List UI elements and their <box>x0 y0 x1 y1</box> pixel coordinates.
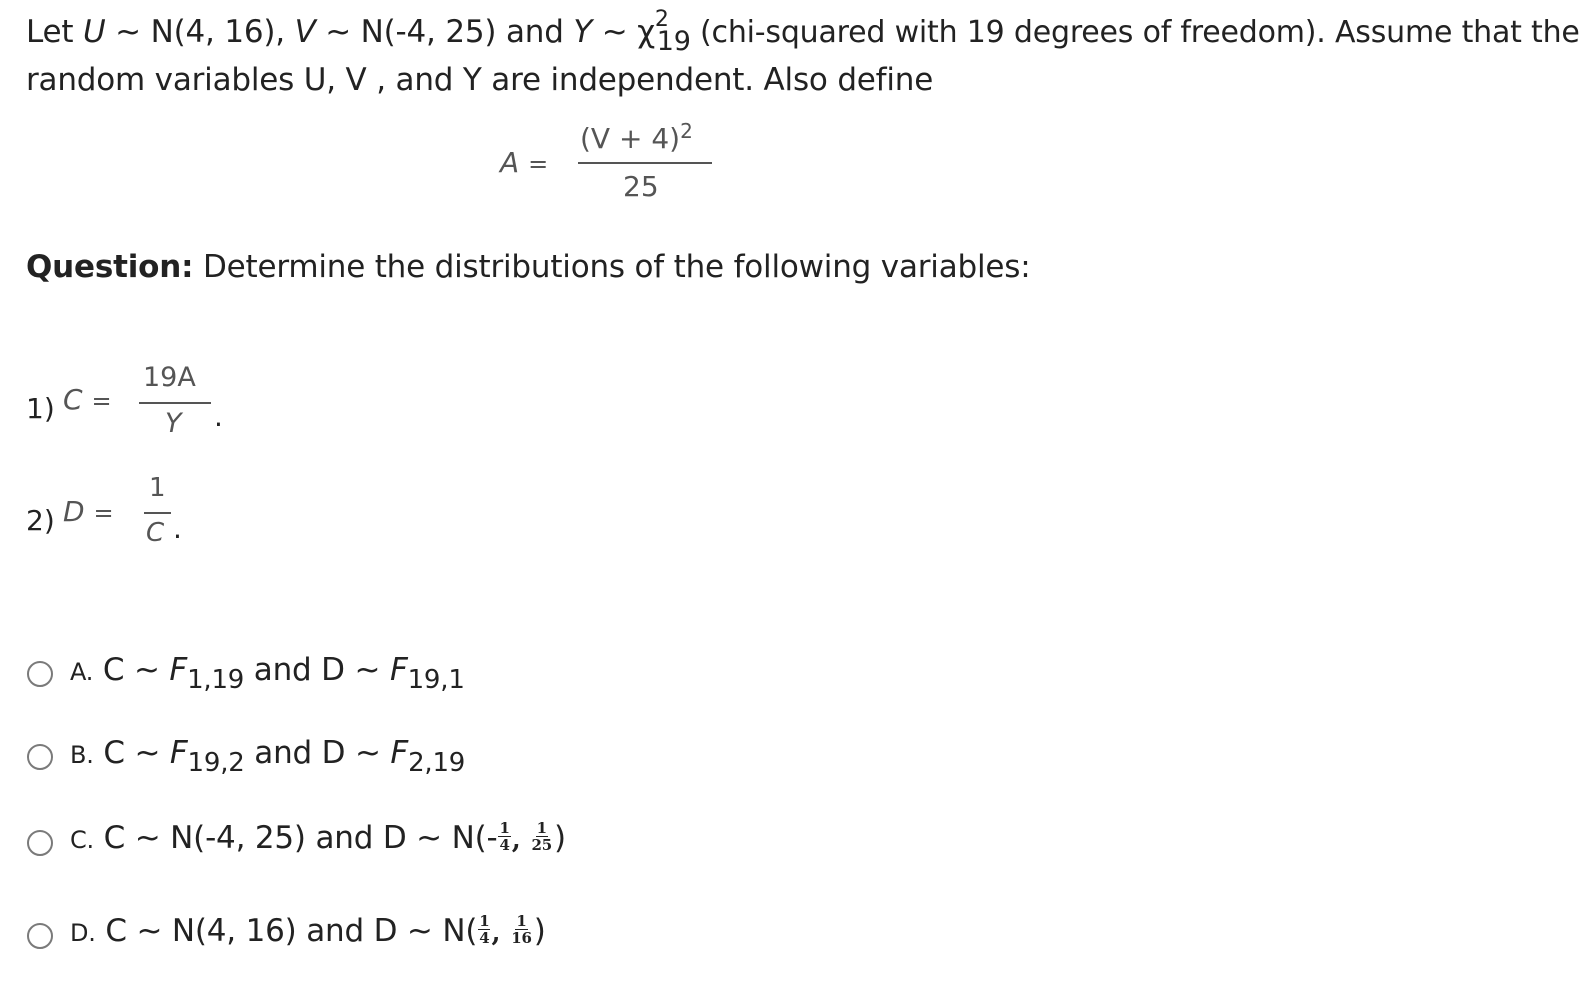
item-2-number <box>26 504 55 537</box>
option-b-c-dist: F <box>169 735 188 771</box>
option-a-c-part: C ~ <box>102 652 170 688</box>
option-b-radio[interactable] <box>27 744 53 770</box>
item-1-number <box>26 392 55 425</box>
item-2-period <box>173 512 182 545</box>
option-d-label[interactable] <box>70 913 546 949</box>
option-a-d-sub: 19,1 <box>407 665 465 695</box>
u-distribution: ~ N(4, 16), <box>105 14 295 50</box>
item-1-numerator <box>143 362 196 393</box>
item-2-end: . <box>173 512 182 545</box>
item-2-num: 2) <box>26 504 55 537</box>
option-a-c-dist: F <box>169 652 188 688</box>
definition-lhs <box>500 146 548 179</box>
option-c-label[interactable] <box>70 820 566 856</box>
question-line <box>26 249 1030 285</box>
chi-symbol: χ <box>637 14 655 50</box>
option-a-letter: A. <box>70 658 94 686</box>
option-d-fraction-1: $\frac{1}{4}$ <box>479 912 490 947</box>
var-v: V <box>294 14 316 50</box>
def-numerator-sup: 2 <box>680 119 693 143</box>
option-c-comma: , <box>511 825 530 855</box>
intro-line-2-text: random variables U, V , and Y are independent. Also define <box>26 62 934 98</box>
option-d-radio[interactable] <box>27 923 53 949</box>
option-c-text: C ~ N(-4, 25) and D ~ N(- <box>103 820 498 856</box>
option-c-close: ) <box>553 820 566 856</box>
definition-numerator <box>580 119 693 155</box>
def-denominator-text: 25 <box>623 170 659 203</box>
option-a-label[interactable] <box>70 652 465 695</box>
item-2-lhs <box>63 495 114 528</box>
item-1-denominator <box>165 408 182 439</box>
def-numerator-text: (V + 4) <box>580 122 681 155</box>
option-b-c-sub: 19,2 <box>187 748 245 778</box>
option-a-d-dist: F <box>389 652 408 688</box>
option-b-letter: B. <box>70 741 94 769</box>
item-1-num: 1) <box>26 392 55 425</box>
v-distribution: ~ N(-4, 25) and <box>315 14 574 50</box>
chi-description: (chi-squared with 19 degrees of freedom). Assume that the <box>690 15 1580 50</box>
option-a-c-sub: 1,19 <box>187 665 245 695</box>
option-b-and: and D ~ <box>244 735 391 771</box>
option-d-text: C ~ N(4, 16) and D ~ N( <box>105 913 478 949</box>
option-c-fraction-1: $\frac{1}{4}$ <box>499 819 510 854</box>
item-2-den-text: C <box>146 518 165 548</box>
option-c-radio[interactable] <box>27 830 53 856</box>
question-text: Determine the distributions of the following variables: <box>193 249 1031 285</box>
definition-fraction-bar <box>578 162 712 164</box>
option-d-fraction-2: $\frac{1}{16}$ <box>511 912 532 947</box>
item-1-period <box>214 400 223 433</box>
def-a: A <box>500 146 520 179</box>
option-d-close: ) <box>533 913 546 949</box>
intro-line-2 <box>26 62 933 98</box>
definition-denominator <box>623 170 659 203</box>
item-2-numerator <box>149 473 166 503</box>
item-2-equals: = <box>93 499 114 527</box>
item-2-num-text: 1 <box>149 473 166 503</box>
option-c-letter: C. <box>70 826 94 854</box>
question-label: Question: <box>26 249 194 285</box>
option-d-comma: , <box>491 918 510 948</box>
intro-let: Let <box>26 14 84 50</box>
option-b-d-dist: F <box>390 735 409 771</box>
item-1-num-text: 19A <box>143 362 196 393</box>
option-b-d-sub: 2,19 <box>408 748 466 778</box>
item-1-equals: = <box>91 387 112 415</box>
def-equals: = <box>528 150 549 178</box>
option-d-letter: D. <box>70 919 96 947</box>
item-2-d: D <box>63 495 85 528</box>
option-b-label[interactable] <box>70 735 466 778</box>
item-2-denominator <box>146 518 164 548</box>
item-1-den-text: Y <box>165 408 182 439</box>
chi-subscript: 19 <box>656 26 691 57</box>
var-u: U <box>83 14 106 50</box>
item-1-lhs <box>63 383 112 416</box>
y-tilde: ~ <box>592 14 638 50</box>
item-1-c: C <box>63 383 83 416</box>
option-a-radio[interactable] <box>27 661 53 687</box>
item-2-fraction-bar <box>144 512 171 514</box>
option-b-c-part: C ~ <box>103 735 170 771</box>
option-a-and: and D ~ <box>244 652 390 688</box>
item-1-fraction-bar <box>139 402 211 404</box>
item-1-end: . <box>214 400 223 433</box>
option-c-fraction-2: $\frac{1}{25}$ <box>531 819 552 854</box>
chi-superscript: 2 <box>654 7 669 32</box>
var-y: Y <box>573 14 593 50</box>
intro-line-1 <box>26 7 1580 57</box>
